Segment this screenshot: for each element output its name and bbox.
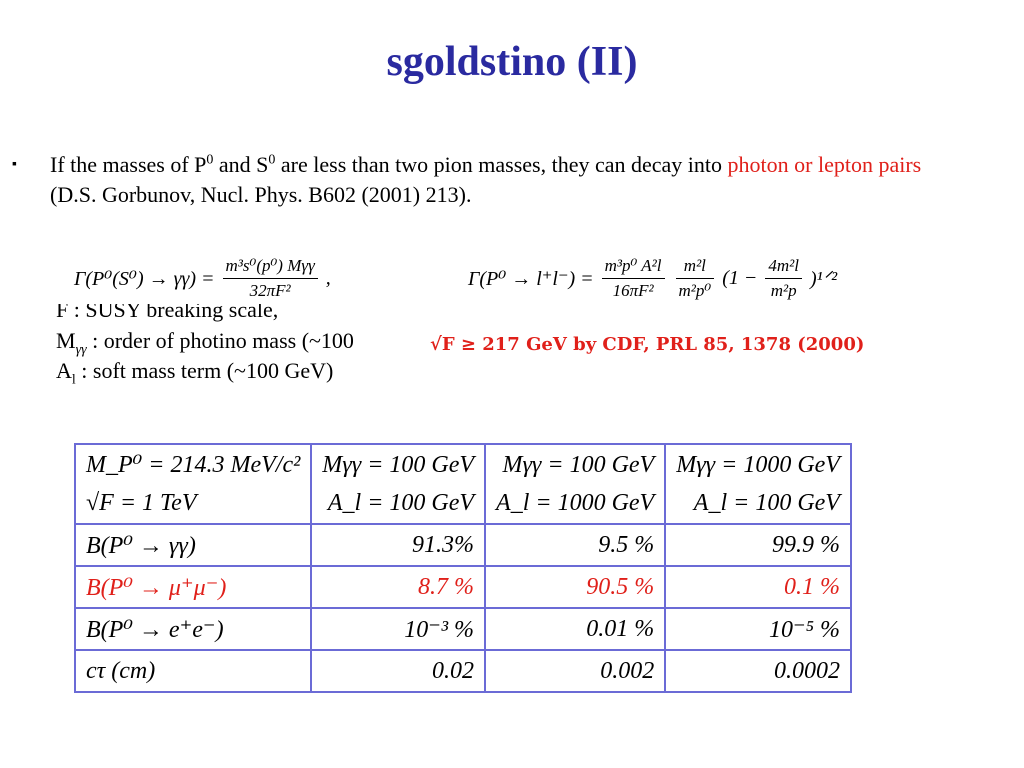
definition-text: : soft mass term (~100 GeV)	[75, 358, 334, 383]
table-row	[75, 524, 851, 566]
fraction-numerator: m³s⁰(p⁰) Mγγ	[223, 254, 318, 279]
fraction	[223, 254, 318, 303]
table-cell: 99.9 %	[665, 524, 851, 566]
table-cell: 10⁻³ %	[311, 608, 485, 650]
formula-lhs: Γ(P⁰ → l⁺l⁻) =	[468, 268, 594, 290]
fraction-denominator: 32πF²	[249, 281, 291, 300]
header-cell	[665, 444, 851, 524]
table-row	[75, 566, 851, 608]
header-line: A_l = 100 GeV	[327, 490, 475, 516]
row-label: B(P⁰ → e⁺e⁻)	[75, 608, 311, 650]
table-row	[75, 650, 851, 692]
header-cell	[485, 444, 665, 524]
bullet-text-part: If the masses of P	[50, 152, 207, 177]
fraction-denominator: m²p⁰	[678, 281, 712, 300]
table-cell: 0.002	[485, 650, 665, 692]
header-line: Mγγ = 100 GeV	[322, 452, 475, 478]
definition-text: : SUSY breaking scale,	[68, 304, 279, 322]
formula-gamma-gamma	[74, 254, 331, 303]
table-cell: 8.7 %	[311, 566, 485, 608]
formula-trail: ,	[325, 267, 331, 289]
row-label: B(P⁰ → γγ)	[75, 524, 311, 566]
header-line: A_l = 1000 GeV	[496, 490, 655, 516]
definitions-list	[56, 304, 354, 386]
table-cell: 91.3%	[311, 524, 485, 566]
header-cell	[311, 444, 485, 524]
fraction	[602, 254, 665, 303]
superscript: 0	[268, 152, 276, 168]
fraction	[676, 254, 715, 303]
table-cell: 9.5 %	[485, 524, 665, 566]
row-label: cτ (cm)	[75, 650, 311, 692]
highlight-text: photon or lepton pairs	[727, 152, 922, 177]
header-cell	[75, 444, 311, 524]
header-line: Mγγ = 100 GeV	[502, 452, 655, 478]
formula-tail: )¹ᐟ²	[809, 268, 838, 290]
table-cell: 0.01 %	[485, 608, 665, 650]
header-line: M_P⁰ = 214.3 MeV/c²	[86, 452, 301, 478]
formula-lhs: Γ(P⁰(S⁰) → γγ) =	[74, 268, 215, 290]
table-row	[75, 608, 851, 650]
formula-lepton-pair	[468, 254, 837, 303]
bullet-text-part: are less than two pion masses, they can decay into	[275, 152, 728, 177]
definition-a	[56, 356, 354, 386]
fraction	[765, 254, 802, 303]
header-line: Mγγ = 1000 GeV	[676, 452, 840, 478]
slide-title: sgoldstino (II)	[386, 39, 638, 85]
fraction-numerator: m²l	[676, 254, 715, 279]
square-bullet-icon: ▪	[12, 157, 17, 172]
citation-text: (D.S. Gorbunov, Nucl. Phys. B602 (2001) 213).	[50, 182, 472, 207]
cdf-limit-note: √F ≥ 217 GeV by CDF, PRL 85, 1378 (2000)	[430, 334, 865, 355]
table-cell: 0.0002	[665, 650, 851, 692]
fraction-denominator: m²p	[770, 281, 797, 300]
formula-mid: (1 −	[722, 267, 758, 289]
bullet-text-part: and S	[213, 152, 269, 177]
header-line: √F = 1 TeV	[86, 490, 197, 516]
definition-text: : order of photino mass (~100	[86, 328, 354, 353]
subscript: l	[71, 372, 76, 388]
definition-symbol: M	[56, 328, 76, 353]
table-cell: 0.02	[311, 650, 485, 692]
table-cell: 90.5 %	[485, 566, 665, 608]
subscript: γγ	[75, 342, 87, 358]
definition-f	[56, 304, 354, 326]
table-cell: 0.1 %	[665, 566, 851, 608]
fraction-denominator: 16πF²	[612, 281, 654, 300]
bullet-text	[50, 150, 970, 210]
branching-ratio-table	[74, 443, 852, 693]
superscript: 0	[206, 152, 214, 168]
definition-symbol: A	[56, 358, 72, 383]
row-label: B(P⁰ → μ⁺μ⁻)	[75, 566, 311, 608]
fraction-numerator: 4m²l	[765, 254, 802, 279]
fraction-numerator: m³p⁰ A²l	[602, 254, 665, 279]
definition-symbol: F	[56, 304, 69, 322]
header-line: A_l = 100 GeV	[693, 490, 840, 516]
table-cell: 10⁻⁵ %	[665, 608, 851, 650]
table-header-row	[75, 444, 851, 524]
definition-m	[56, 326, 354, 356]
